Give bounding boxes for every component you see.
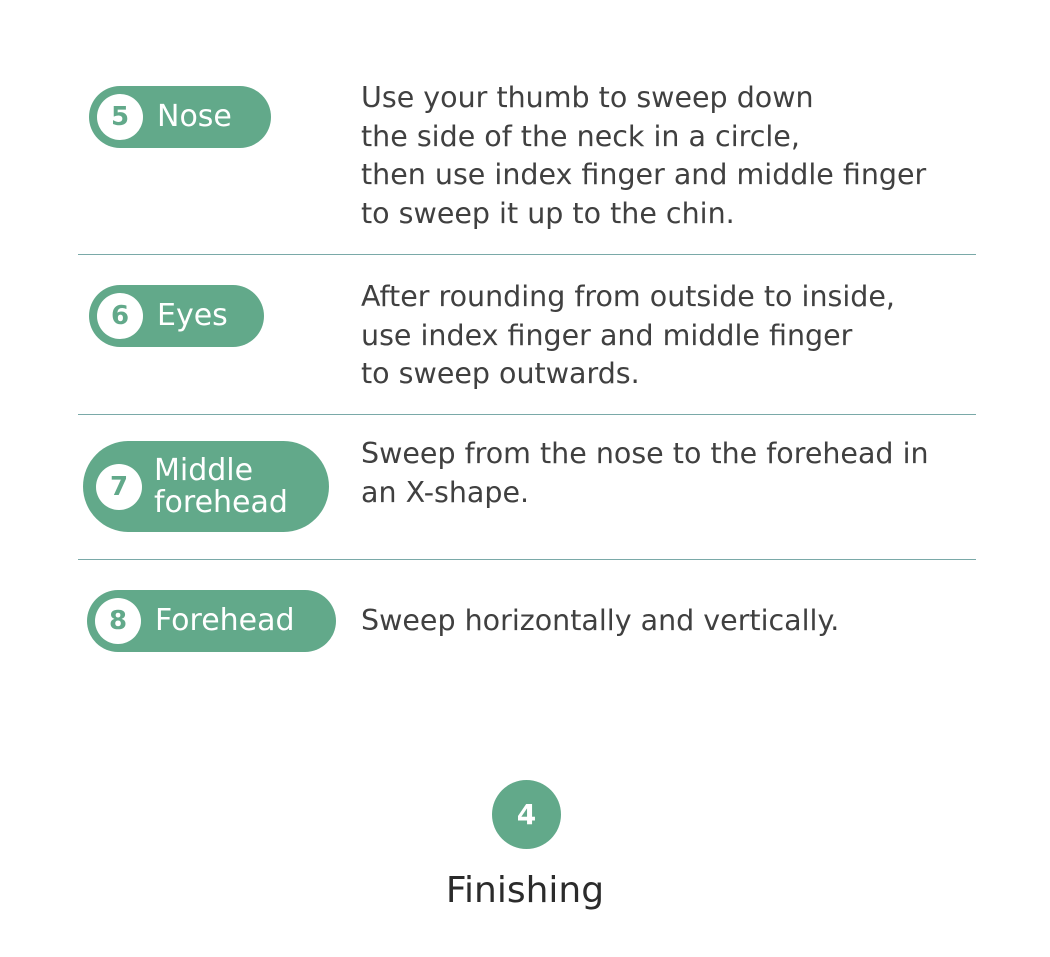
step-7-label-line: forehead	[154, 484, 288, 520]
step-6-description-line: After rounding from outside to inside,	[361, 280, 895, 313]
divider	[78, 254, 976, 255]
step-6-label: Eyes	[157, 298, 228, 333]
step-7-description-line: Sweep from the nose to the forehead in	[361, 437, 929, 470]
divider	[78, 559, 976, 560]
step-6-description	[361, 278, 895, 394]
step-5-description-line: to sweep it up to the chin.	[361, 196, 735, 230]
step-5-description	[361, 79, 926, 233]
step-5-number: 5	[97, 94, 143, 140]
step-6-number: 6	[97, 293, 143, 339]
step-5-description-line: the side of the neck in a circle,	[361, 119, 800, 153]
step-8-label: Forehead	[155, 603, 295, 638]
step-5-description-line: then use index finger and middle finger	[361, 158, 927, 191]
step-5-pill	[89, 86, 271, 148]
section-title: Finishing	[445, 870, 605, 911]
step-5-description-line: Use your thumb to sweep down	[361, 81, 814, 114]
step-7-label	[154, 452, 288, 520]
step-8-description	[361, 602, 839, 641]
step-7-number: 7	[96, 464, 142, 510]
step-6-description-line: to sweep outwards.	[361, 357, 640, 390]
step-8-description-line: Sweep horizontally and vertically.	[361, 604, 840, 637]
step-8-pill	[87, 590, 336, 652]
divider	[78, 414, 976, 415]
step-7-description	[361, 435, 929, 512]
step-7-description-line: an X-shape.	[361, 475, 530, 509]
section-number-badge: 4	[492, 780, 561, 849]
step-7-pill	[83, 441, 329, 532]
step-5-label: Nose	[157, 99, 232, 134]
step-6-pill	[89, 285, 264, 347]
step-7-label-line: Middle	[154, 452, 254, 488]
step-8-number: 8	[95, 598, 141, 644]
step-6-description-line: use index finger and middle finger	[361, 318, 853, 352]
